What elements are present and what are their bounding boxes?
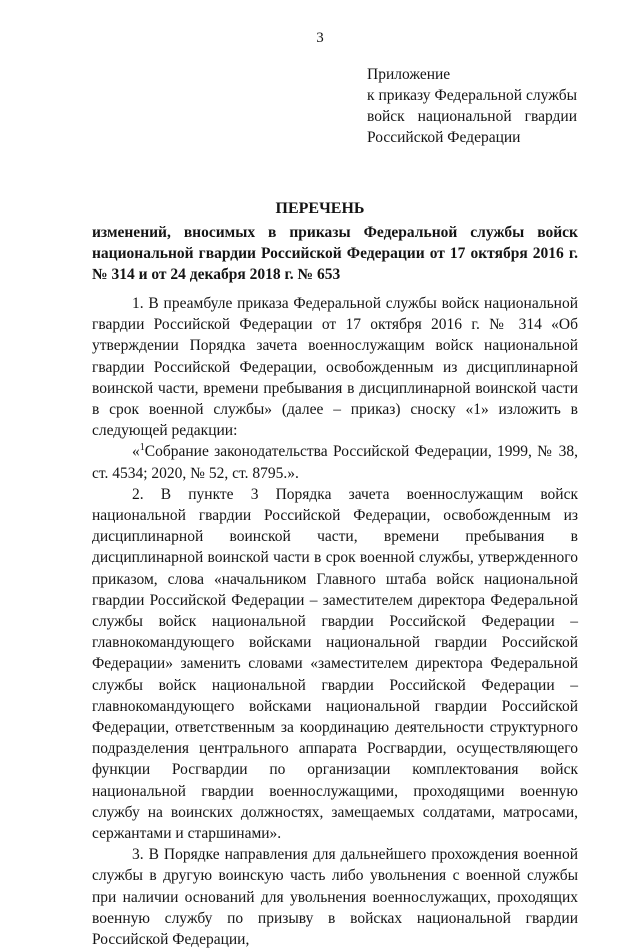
appendix-order-line: к приказу Федеральной службы (367, 87, 577, 104)
page-number: 3 (316, 30, 324, 46)
footnote-text: Собрание законодательства Российской Федерации, 1999, № 38, ст. 4534; 2020, № 52, ст. 8795.». (92, 443, 578, 482)
appendix-federation-line: Российской Федерации (367, 129, 521, 146)
paragraph-2: 2. В пункте 3 Порядка зачета военнослужащим войск национальной гвардии Российской Федерации, освобожденным из дисциплинарной воинской части, времени пребывания в дисциплинарной воинской части в срок военной службы, утвержденного приказом, слова «начальником Главного штаба войск национальной гвардии Российской Федерации – заместителем директора Федеральной службы войск национальной гвардии Российской Федерации – главнокомандующего войсками национальной гвардии Российской Федерации» заменить словами «заместителем директора Федеральной службы войск национальной гвардии Российской Федерации – главнокомандующего войсками национальной гвардии Российской Федерации, ответственным за координацию деятельности структурного подразделения центрального аппарата Росгвардии, осуществляющего функции Росгвардии по организации комплектования войск национальной гвардии военнослужащими, проходящими военную службу на воинских должностях, замещаемых солдатами, матросами, сержантами и старшинами». (92, 485, 578, 843)
document-title: ПЕРЕЧЕНЬ (275, 200, 365, 217)
appendix-header (367, 64, 577, 148)
appendix-troops-line: войск национальной гвардии (367, 108, 577, 125)
quote-open: « (132, 443, 140, 461)
footnote-marker: 1 (139, 442, 145, 454)
document-body (92, 293, 578, 950)
paragraph-3: 3. В Порядке направления для дальнейшего прохождения военной службы в другую воинскую часть либо увольнения с военной службы при наличии оснований для увольнения военнослужащих, проходящих военную службу по призыву в войсках национальной гвардии Российской Федерации, (92, 846, 578, 949)
appendix-label: Приложение (367, 66, 451, 83)
paragraph-footnote-text (92, 441, 578, 483)
paragraph-1: 1. В преамбуле приказа Федеральной службы войск национальной гвардии Российской Федерации от 17 октября 2016 г. № 314 «Об утверждении Порядка зачета военнослужащим войск национальной гвардии Российской Федерации, освобожденным из дисциплинарной воинской части, времени пребывания в дисциплинарной воинской части в срок военной службы» (далее – приказ) сноску «1» изложить в следующей редакции: (92, 295, 578, 440)
document-subtitle: изменений, вносимых в приказы Федеральной службы войск национальной гвардии Российской Федерации от 17 октября 2016 г. № 314 и от 24 декабря 2018 г. № 653 (92, 224, 578, 283)
